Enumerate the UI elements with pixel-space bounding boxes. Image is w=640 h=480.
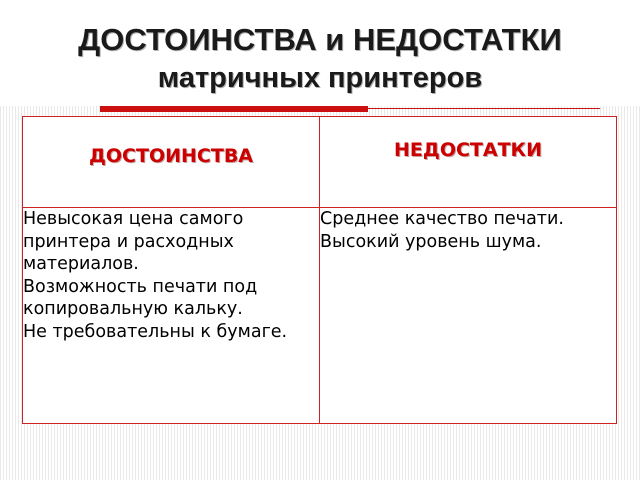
advantages-cell — [23, 208, 320, 424]
disadvantages-header — [320, 117, 617, 208]
title-underline-bar — [100, 106, 368, 112]
advantage-item: Не требовательны к бумаге. — [23, 321, 288, 342]
title-area — [0, 0, 640, 106]
disadvantage-item: Высокий уровень шума. — [320, 231, 542, 252]
table-body-row — [23, 208, 617, 424]
disadvantage-item: Среднее качество печати. — [320, 209, 564, 229]
disadvantages-header-label: НЕДОСТАТКИ — [394, 139, 542, 161]
advantage-item: Возможность печати под копировальную кальку. — [23, 276, 258, 319]
advantages-header — [23, 117, 320, 208]
comparison-table — [22, 116, 617, 424]
advantages-header-label: ДОСТОИНСТВА — [88, 145, 254, 167]
advantage-item: Невысокая цена самого принтера и расходных материалов. — [23, 209, 244, 274]
table-header-row — [23, 117, 617, 208]
page-title: ДОСТОИНСТВА и НЕДОСТАТКИ — [78, 22, 562, 57]
page-subtitle: матричных принтеров — [157, 62, 483, 94]
title-underline-line — [100, 108, 600, 109]
disadvantages-cell — [320, 208, 617, 424]
